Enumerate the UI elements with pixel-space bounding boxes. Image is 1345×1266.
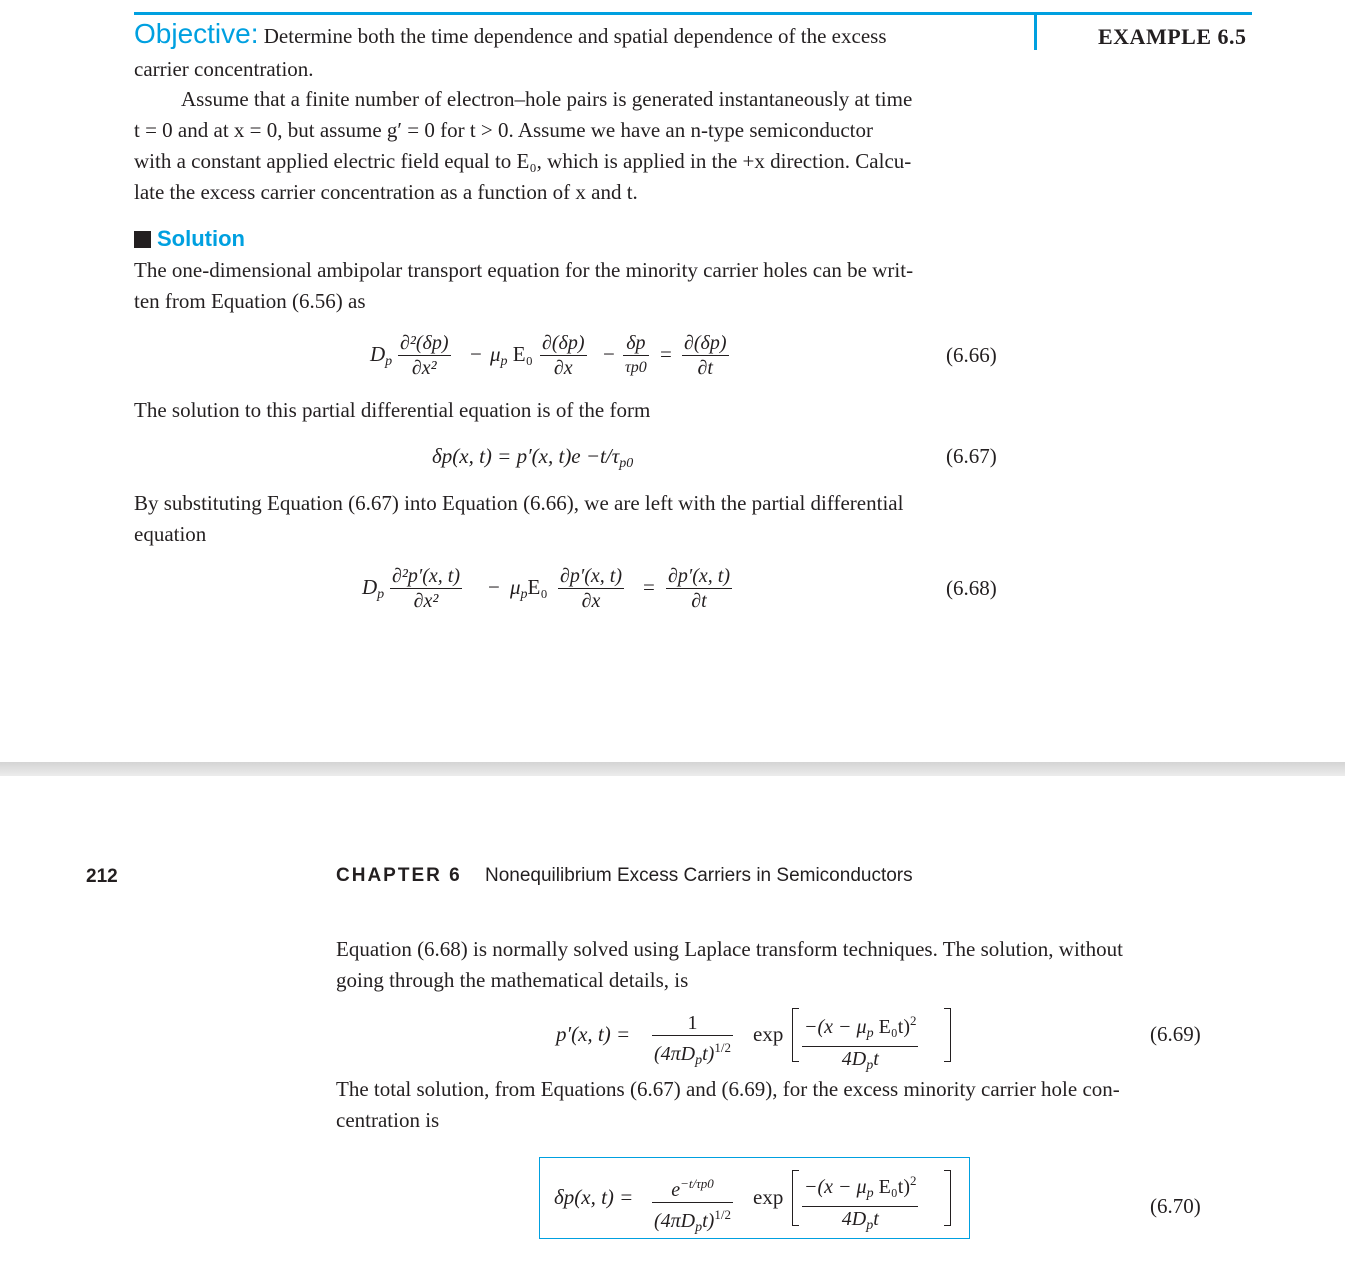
eq668-frac3: ∂p′(x, t) ∂t [668,565,731,612]
assume-line: with a constant applied electric field equal to E₀, which is applied in the +x direction. Calcu- [134,149,912,173]
header-rule [134,12,1252,15]
total-line: centration is [336,1108,440,1132]
objective-paragraph [134,18,1004,85]
eq666-Dp: $D_p$ [370,342,393,369]
eq669-number: (6.69) [1150,1022,1201,1046]
eq668-number: (6.68) [946,576,997,600]
objective-label: Objective: [134,18,259,49]
page-number: 212 [86,866,118,887]
eq669-right-bracket [944,1008,951,1062]
eq666-frac2: ∂(δp) ∂x [542,332,585,379]
solution-line: The one-dimensional ambipolar transport equation for the minority carrier holes can be writ- [134,258,914,282]
chapter-title: Nonequilibrium Excess Carriers in Semiconductors [484,865,913,886]
example-label: EXAMPLE 6.5 [1098,24,1247,49]
assume-line: Assume that a finite number of electron–hole pairs is generated instantaneously at time [181,87,913,111]
substituting-paragraph [134,488,1004,550]
eq668-Dp: $D_p$ [362,575,385,602]
total-line: The total solution, from Equations (6.67) and (6.69), for the excess minority carrier hole con- [336,1077,1120,1101]
laplace-line: Equation (6.68) is normally solved using Laplace transform techniques. The solution, without [336,937,1123,961]
eq668-frac2: ∂p′(x, t) ∂x [560,565,623,612]
substituting-line: equation [134,522,207,546]
eq670-lhs: δp(x, t) = [554,1185,634,1209]
assume-line: late the excess carrier concentration as a function of x and t. [134,180,638,204]
eq667-number: (6.67) [946,444,997,468]
eq666-frac4: ∂(δp) ∂t [684,332,727,379]
eq670-frac2: $-(x - \mu_p$ E₀t)$^2$ $4D_pt$ [804,1173,917,1233]
eq666-minus1: − [470,342,482,366]
assume-line: t = 0 and at x = 0, but assume g′ = 0 for t > 0. Assume we have an n-type semiconductor [134,118,873,142]
eq666-number: (6.66) [946,343,997,367]
eq669-left-bracket [792,1008,799,1062]
eq670-left-bracket [792,1170,799,1226]
laplace-line: going through the mathematical details, is [336,968,689,992]
eq670-right-bracket [944,1170,951,1226]
solution-heading [134,226,245,252]
eq670-frac1: $e^{-t/\tau p0}$ $(4\pi D_pt)^{1/2}$ [654,1176,731,1235]
solution-paragraph [134,255,1004,317]
eq669-frac2: $-(x - \mu_p$ E₀t)$^2$ $4D_pt$ [804,1013,917,1073]
eq666-mu-E0: $\mu_p$ E₀ [490,342,533,369]
eq666-minus2: − [603,342,615,366]
eq668-mu-E0: $\mu_pE_0$ [510,575,548,602]
objective-text: Determine both the time dependence and spatial dependence of the excess [263,24,887,48]
solution-heading-text: Solution [157,226,245,251]
eq667-expression: δp(x, t) = p′(x, $t)e -t/\tau_{p0}$ [432,444,634,471]
substituting-line: By substituting Equation (6.67) into Equation (6.66), we are left with the partial differential [134,491,904,515]
eq668-frac1: ∂²p′(x, t) ∂x² [392,565,461,612]
eq669-lhs: p′(x, t) = [556,1022,631,1046]
eq666-frac3: δp τp0 [625,332,647,376]
eq666-equals: = [660,342,672,366]
chapter-label: CHAPTER 6 [336,865,462,886]
solution-form-line: The solution to this partial differential equation is of the form [134,398,651,422]
laplace-paragraph [336,934,1206,996]
eq668-equals: = [643,575,655,599]
objective-text-2: carrier concentration. [134,57,314,81]
page-separator [0,762,1345,776]
total-paragraph [336,1074,1206,1136]
eq670-number: (6.70) [1150,1194,1201,1218]
eq669-exp: exp [753,1022,784,1046]
solution-line: ten from Equation (6.56) as [134,289,366,313]
assume-paragraph [134,84,1004,208]
eq669-frac1: 1 $(4\pi D_pt)^{1/2}$ [654,1012,731,1068]
header-rule-tick [1034,12,1037,50]
solution-square-icon [134,231,151,248]
eq666-frac1: ∂²(δp) ∂x² [400,332,449,379]
eq668-minus: − [488,575,500,599]
eq670-exp: exp [753,1185,784,1209]
running-header [336,865,913,887]
